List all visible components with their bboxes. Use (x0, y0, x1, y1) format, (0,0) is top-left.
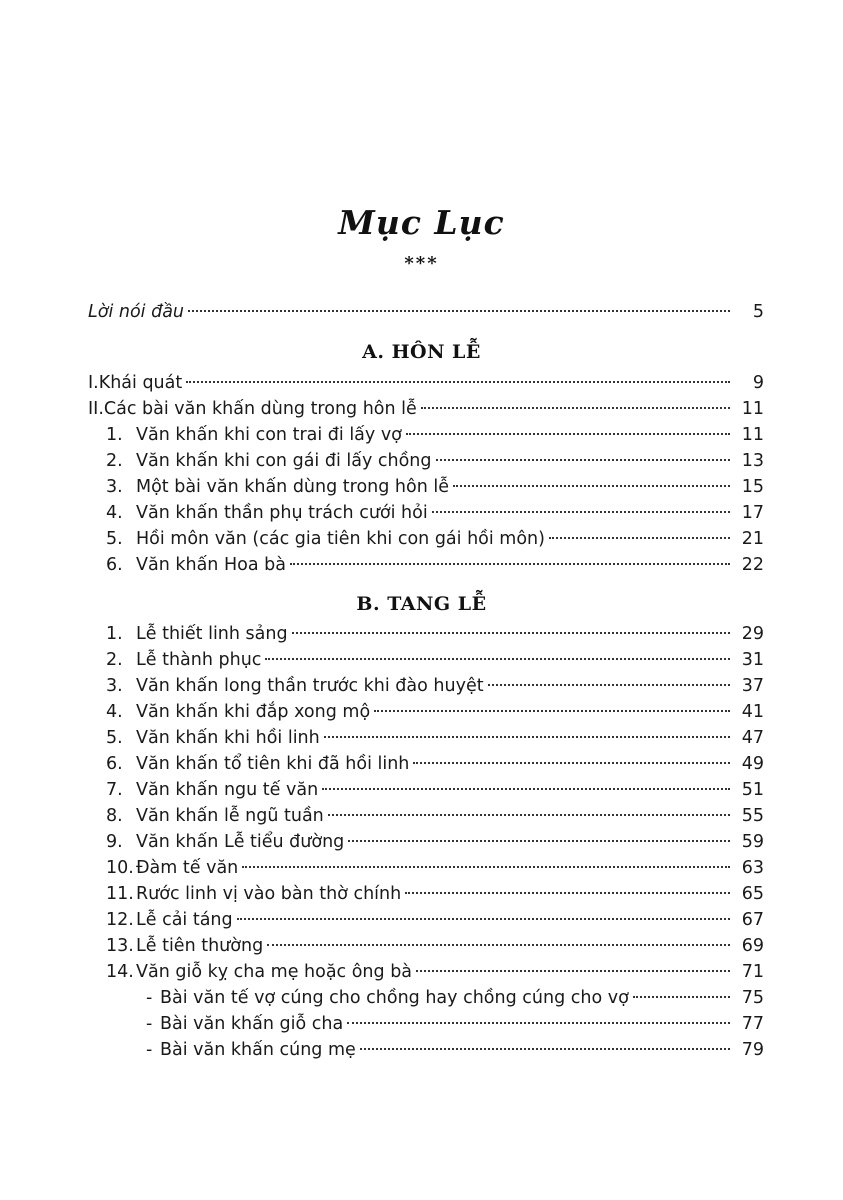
toc-label: Lễ tiên thường (136, 936, 264, 956)
toc-number: 5. (106, 728, 123, 748)
toc-number: 1. (106, 425, 123, 445)
toc-number: - (146, 1014, 153, 1034)
toc-number: 5. (106, 529, 123, 549)
toc-number: 2. (106, 650, 123, 670)
section-b-items (88, 621, 764, 985)
dot-leader (549, 537, 730, 539)
toc-label: Văn khấn lễ ngũ tuần (136, 806, 324, 826)
toc-page-number: 15 (741, 477, 764, 497)
toc-row[interactable] (106, 552, 764, 578)
toc-label: Văn khấn ngu tế văn (136, 780, 319, 800)
toc-page-number: 11 (741, 399, 764, 419)
toc-number: 13. (106, 936, 134, 956)
dot-leader (453, 485, 730, 487)
toc-page-number: 17 (741, 503, 764, 523)
toc-page-number: 29 (741, 624, 764, 644)
toc-number: 4. (106, 503, 123, 523)
dot-leader (347, 1022, 730, 1024)
title-ornament: *** (404, 253, 439, 274)
toc-label: Văn khấn Hoa bà (136, 555, 286, 575)
toc-row[interactable] (106, 621, 764, 647)
toc-subrow[interactable] (146, 985, 764, 1011)
toc-page-number: 37 (741, 676, 764, 696)
toc-label: Văn khấn khi đắp xong mộ (136, 702, 371, 722)
toc-subrow[interactable] (146, 1011, 764, 1037)
toc-label: Lễ cải táng (136, 910, 233, 930)
toc-row[interactable] (106, 474, 764, 500)
dot-leader (360, 1048, 730, 1050)
toc-page-number: 65 (741, 884, 764, 904)
toc-row[interactable] (106, 725, 764, 751)
toc-row[interactable] (88, 396, 764, 422)
toc-row[interactable] (106, 448, 764, 474)
toc-page-number: 71 (741, 962, 764, 982)
toc-page-number: 59 (741, 832, 764, 852)
toc-number: 11. (106, 884, 134, 904)
toc-row[interactable] (106, 500, 764, 526)
toc-number: 3. (106, 477, 123, 497)
toc-label: Lễ thiết linh sảng (136, 624, 288, 644)
toc-number: 14. (106, 962, 134, 982)
dot-leader (242, 866, 730, 868)
dot-leader (406, 433, 730, 435)
dot-leader (186, 381, 730, 383)
section-a-list (88, 370, 764, 578)
toc-label: Bài văn khấn cúng mẹ (160, 1040, 356, 1060)
dot-leader (374, 710, 730, 712)
toc-row[interactable] (106, 777, 764, 803)
toc-row[interactable] (106, 855, 764, 881)
dot-leader (290, 563, 730, 565)
toc-label: Văn khấn khi con trai đi lấy vợ (136, 425, 402, 445)
toc-row[interactable] (88, 370, 764, 396)
toc-page-number: 67 (741, 910, 764, 930)
toc-number: 10. (106, 858, 134, 878)
toc-label: Bài văn khấn giỗ cha (160, 1014, 344, 1034)
toc-page-number: 13 (741, 451, 764, 471)
toc-number: 9. (106, 832, 123, 852)
toc-page-number: 55 (741, 806, 764, 826)
toc-page-number: 49 (741, 754, 764, 774)
toc-row[interactable] (106, 647, 764, 673)
toc-page-number: 21 (741, 529, 764, 549)
toc-row[interactable] (106, 907, 764, 933)
toc-row[interactable] (106, 829, 764, 855)
toc-label: Lời nói đầu (88, 302, 185, 322)
toc-page-number: 75 (741, 988, 764, 1008)
dot-leader (432, 511, 730, 513)
toc-row[interactable] (106, 422, 764, 448)
toc-number: 12. (106, 910, 134, 930)
toc-page-number: 69 (741, 936, 764, 956)
section-b-subitems (88, 985, 764, 1063)
dot-leader (421, 407, 730, 409)
toc-page-number: 79 (741, 1040, 764, 1060)
toc-row[interactable] (106, 526, 764, 552)
toc-number: 3. (106, 676, 123, 696)
dot-leader (436, 459, 730, 461)
toc-label: Các bài văn khấn dùng trong hôn lễ (103, 399, 417, 419)
section-a-items (88, 422, 764, 578)
toc-page-number: 11 (741, 425, 764, 445)
toc-row[interactable] (106, 699, 764, 725)
toc-row[interactable] (106, 803, 764, 829)
dot-leader (188, 310, 730, 312)
dot-leader (413, 762, 730, 764)
toc-label: Đàm tế văn (136, 858, 239, 878)
toc-number: - (146, 1040, 153, 1060)
dot-leader (267, 944, 730, 946)
toc-number: 6. (106, 555, 123, 575)
toc-page-number: 77 (741, 1014, 764, 1034)
toc-page-number: 22 (741, 555, 764, 575)
dot-leader (237, 918, 730, 920)
dot-leader (348, 840, 730, 842)
toc-number: I. (88, 373, 99, 393)
toc-page-number: 47 (741, 728, 764, 748)
page-title: Mục Lục (338, 203, 505, 242)
toc-row[interactable] (106, 751, 764, 777)
toc-row[interactable] (106, 881, 764, 907)
toc-page-number: 9 (752, 373, 764, 393)
dot-leader (488, 684, 730, 686)
toc-row-intro[interactable] (88, 299, 764, 325)
dot-leader (265, 658, 730, 660)
toc-number: II. (88, 399, 104, 419)
dot-leader (322, 788, 730, 790)
toc-page-number: 51 (741, 780, 764, 800)
toc-page-number: 41 (741, 702, 764, 722)
toc-subrow[interactable] (146, 1037, 764, 1063)
toc-number: - (146, 988, 153, 1008)
toc-number: 6. (106, 754, 123, 774)
toc-label: Bài văn tế vợ cúng cho chồng hay chồng cúng cho vợ (160, 988, 629, 1008)
dot-leader (328, 814, 730, 816)
toc-number: 7. (106, 780, 123, 800)
toc-row[interactable] (106, 959, 764, 985)
toc-label: Lễ thành phục (136, 650, 262, 670)
toc-number: 1. (106, 624, 123, 644)
dot-leader (416, 970, 730, 972)
dot-leader (633, 996, 730, 998)
toc-label: Văn khấn thần phụ trách cưới hỏi (136, 503, 428, 523)
toc-label: Văn giỗ kỵ cha mẹ hoặc ông bà (136, 962, 413, 982)
toc-number: 8. (106, 806, 123, 826)
toc-label: Văn khấn tổ tiên khi đã hồi linh (136, 754, 410, 774)
toc-label: Văn khấn Lễ tiểu đường (136, 832, 345, 852)
toc-label: Hồi môn văn (các gia tiên khi con gái hồi môn) (136, 529, 545, 549)
toc-page-number: 31 (741, 650, 764, 670)
toc-label: Khái quát (98, 373, 183, 393)
toc-number: 4. (106, 702, 123, 722)
toc-intro (88, 299, 764, 325)
toc-page-number: 5 (752, 302, 764, 322)
section-b-list (88, 621, 764, 1063)
toc-row[interactable] (106, 673, 764, 699)
toc-label: Một bài văn khấn dùng trong hôn lễ (136, 477, 450, 497)
toc-label: Rước linh vị vào bàn thờ chính (136, 884, 402, 904)
toc-number: 2. (106, 451, 123, 471)
toc-label: Văn khấn khi con gái đi lấy chồng (136, 451, 432, 471)
toc-label: Văn khấn long thần trước khi đào huyệt (136, 676, 484, 696)
dot-leader (292, 632, 730, 634)
dot-leader (405, 892, 730, 894)
toc-page-number: 63 (741, 858, 764, 878)
dot-leader (324, 736, 730, 738)
toc-row[interactable] (106, 933, 764, 959)
section-a-heading: A. HÔN LỄ (362, 341, 481, 363)
section-b-heading: B. TANG LỄ (356, 593, 487, 615)
toc-label: Văn khấn khi hồi linh (136, 728, 320, 748)
